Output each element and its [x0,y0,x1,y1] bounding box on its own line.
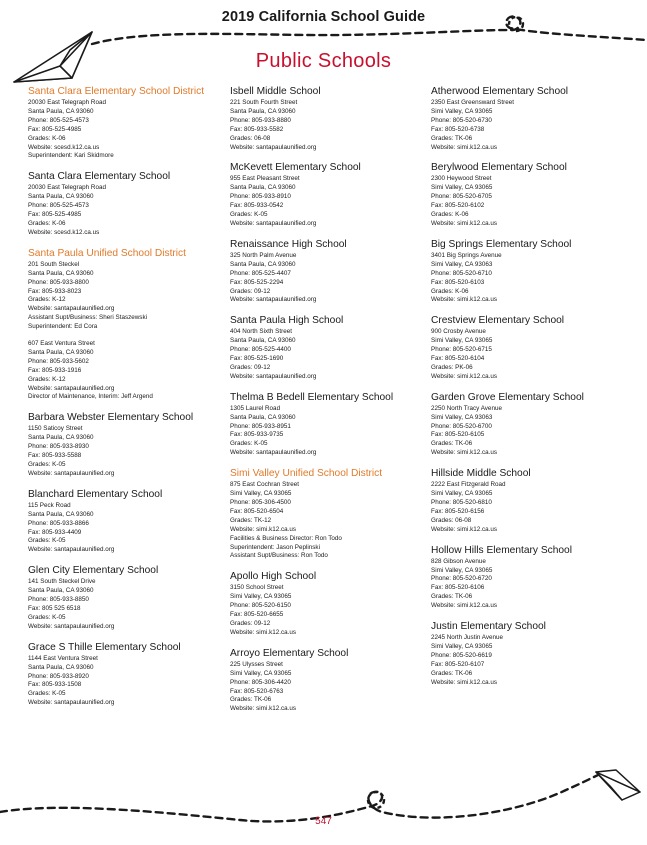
listing-detail-line: Fax: 805-933-8023 [28,287,82,295]
school-listing [431,545,629,611]
listing-detail-line: Website: santapaulaunified.org [230,143,317,151]
listing-detail-line: 1144 East Ventura Street [28,654,98,662]
listing-detail-line: Santa Paula, CA 93060 [28,434,94,442]
listing-detail-line: 1150 Saticoy Street [28,425,83,433]
school-listing [28,489,226,555]
district-name: Santa Clara Elementary School District [28,86,205,97]
listing-detail-line: 225 Ulysses Street [230,660,283,668]
listing-detail-line: Fax: 805-525-1690 [230,355,284,363]
listing-detail-line: Fax: 805-520-6107 [431,660,485,668]
listing-detail-line: 955 East Pleasant Street [230,175,300,183]
listing-detail-line: Grades: K-06 [28,134,66,142]
listing-detail-line: Grades: K-06 [28,219,66,227]
listing-detail-line: Phone: 805-933-8951 [230,422,291,430]
listing-column-2 [230,86,428,724]
school-name: Big Springs Elementary School [431,238,572,250]
school-listing [230,162,428,228]
district-listing [230,468,428,561]
school-listing [230,648,428,714]
listing-detail-line: Superintendent: Jason Peplinski [230,543,320,551]
listing-detail-line: Website: scesd.k12.ca.us [28,143,100,151]
listing-detail-line: Grades: K-05 [28,461,66,468]
listing-detail-line: Santa Paula, CA 93060 [28,587,94,595]
listing-detail-line: Fax: 805-520-6103 [431,278,485,286]
listing-detail-line: 875 East Cochran Street [230,481,299,489]
listing-detail-line: Phone: 805-520-6720 [431,575,492,583]
listing-detail-line: 115 Peck Road [28,501,71,509]
school-name: Justin Elementary School [431,621,546,633]
listing-detail-line: Website: santapaulaunified.org [230,449,317,457]
district-name: Simi Valley Unified School District [230,468,383,480]
district-listing [28,86,226,161]
listing-detail-line: Website: simi.k12.ca.us [230,628,297,636]
listing-detail-line: Website: simi.k12.ca.us [431,296,498,304]
page-number: 547 [315,816,332,827]
listing-detail-line: Website: simi.k12.ca.us [431,143,498,151]
listing-detail-line: 20030 East Telegraph Road [28,99,106,106]
listing-detail-line: 20030 East Telegraph Road [28,184,106,192]
listing-detail-line: Santa Paula, CA 93060 [230,107,296,115]
school-listing [230,392,428,458]
listing-detail-line: Superintendent: Kari Skidmore [28,152,114,160]
school-listing [28,171,226,237]
listing-detail-line: Grades: TK-06 [431,440,473,448]
school-name: Barbara Webster Elementary School [28,412,194,424]
listing-detail-line: Phone: 805-525-4407 [230,269,291,277]
listing-detail-line: Grades: K-05 [28,690,66,698]
section-title: Public Schools [255,50,392,72]
listing-detail-line: Grades: K-05 [28,613,66,621]
listing-detail-line: Phone: 805-933-8930 [28,443,89,451]
listing-detail-line: Website: santapaulaunified.org [28,469,115,477]
listing-detail-line: 2222 East Fitzgerald Road [431,481,506,489]
listing-detail-line: Santa Paula, CA 93060 [230,184,296,192]
listing-detail-line: Phone: 805-520-6700 [431,422,492,430]
listing-detail-line: Simi Valley, CA 93063 [431,413,493,421]
listing-detail-line: Website: simi.k12.ca.us [431,449,498,457]
listing-detail-line: Grades: TK-06 [431,134,473,142]
listing-detail-line: 607 East Ventura Street [28,340,95,348]
listing-detail-line: 201 South Steckel [28,260,80,268]
listing-detail-line: Simi Valley, CA 93065 [230,669,292,677]
listing-detail-line: Superintendent: Ed Cora [28,323,98,331]
listing-detail-line: Grades: K-05 [28,537,66,545]
school-listing [230,315,428,381]
listing-detail-line: Fax: 805-525-4985 [28,211,82,219]
listing-detail-line: Santa Paula, CA 93060 [28,348,94,356]
listing-detail-line: Fax: 805-525-2294 [230,278,284,286]
listing-detail-line: Website: simi.k12.ca.us [431,372,498,380]
school-listing [431,162,629,228]
listing-detail-line: Santa Paula, CA 93060 [28,193,94,201]
school-listing [431,392,629,458]
listing-detail-line: Simi Valley, CA 93063 [431,260,493,268]
school-listing [28,565,226,631]
listing-detail-line: Website: santapaulaunified.org [28,622,115,630]
school-listing [230,571,428,637]
listing-detail-line: Assistant Supt/Business: Ron Todo [230,552,328,560]
listing-detail-line: Simi Valley, CA 93065 [431,566,493,574]
listing-detail-line: Phone: 805-520-6705 [431,193,492,201]
listing-detail-line: Grades: K-05 [230,440,268,448]
school-name: Berylwood Elementary School [431,162,567,174]
listing-detail-line: 2300 Heywood Street [431,175,492,183]
listing-detail-line: Phone: 805-933-8880 [230,116,291,124]
listing-detail-line: Phone: 805-520-6619 [431,651,492,659]
listing-detail-line: Phone: 805-525-4573 [28,116,89,124]
listing-detail-line: Grades: 09-12 [230,363,271,371]
listing-detail-line: Fax: 805-520-6105 [431,431,485,439]
listing-detail-line: Simi Valley, CA 93065 [431,490,493,498]
listing-detail-line: Facilities & Business Director: Ron Todo [230,534,342,542]
school-name: Blanchard Elementary School [28,488,163,500]
listing-detail-line: Fax: 805-933-1508 [28,681,82,689]
listing-detail-line: Phone: 805-520-6730 [431,116,492,124]
listing-detail-line: Website: santapaulaunified.org [230,296,317,304]
listing-detail-line: Grades: TK-12 [230,516,272,524]
school-name: Hillside Middle School [431,468,531,480]
listing-detail-line: Phone: 805-306-4420 [230,678,291,686]
school-name: Renaissance High School [230,238,347,250]
listing-detail-line: Grades: K-05 [230,211,268,219]
school-listing [230,239,428,305]
listing-detail-line: Website: simi.k12.ca.us [431,678,498,686]
listing-detail-line: Fax: 805-520-6738 [431,125,485,133]
listing-detail-line: Website: santapaulaunified.org [230,372,317,380]
school-name: Apollo High School [230,571,317,583]
school-listing [431,86,629,152]
school-name: Santa Clara Elementary School [28,171,171,183]
listing-detail-line: Phone: 805-933-8910 [230,193,291,201]
listing-detail-line: 141 South Steckel Drive [28,578,96,586]
listing-detail-line: Grades: K-06 [431,211,469,219]
listing-detail-line: Website: santapaulaunified.org [28,305,115,313]
listing-detail-line: Website: santapaulaunified.org [230,219,317,227]
listing-detail-line: Simi Valley, CA 93065 [230,490,292,498]
listing-detail-line: Fax: 805-933-4409 [28,528,82,536]
listing-detail-line: 3150 School Street [230,584,284,592]
listing-detail-line: 3401 Big Springs Avenue [431,251,502,259]
school-name: Grace S Thille Elementary School [28,641,181,653]
listing-detail-line: 1305 Laurel Road [230,404,281,412]
listing-detail-line: Grades: 09-12 [230,287,271,295]
listing-detail-line: Santa Paula, CA 93060 [28,663,94,671]
listing-detail-line: Phone: 805-520-6150 [230,602,291,610]
school-listing [431,239,629,305]
listing-detail-line: 404 North Sixth Street [230,328,292,336]
paper-airplane-bottom-right-icon [596,770,640,800]
district-name: Santa Paula Unified School District [28,247,186,259]
listing-detail-line: Phone: 805-933-8920 [28,672,89,680]
listing-detail-line: Phone: 805-933-8866 [28,519,89,527]
listing-detail-line: Grades: 09-12 [230,619,271,627]
listing-detail-line: Fax: 805 525 6518 [28,604,81,612]
listing-detail-line: Grades: K-06 [431,287,469,295]
school-listing [28,412,226,478]
listing-detail-line: Phone: 805-933-8800 [28,278,89,286]
listing-detail-line: Santa Paula, CA 93060 [28,269,94,277]
listing-detail-line: Grades: K-12 [28,375,66,383]
listing-detail-line: Grades: K-12 [28,296,66,304]
listing-column-1 [28,86,226,718]
address-block-gap [28,332,226,340]
school-name: McKevett Elementary School [230,162,361,174]
school-name: Hollow Hills Elementary School [431,544,572,556]
listing-detail-line: Fax: 805-520-6156 [431,507,485,515]
listing-detail-line: Grades: 06-08 [431,516,472,524]
school-name: Isbell Middle School [230,86,321,97]
listing-detail-line: Fax: 805-933-0542 [230,202,284,210]
listing-detail-line: Phone: 805-520-6810 [431,499,492,506]
school-listing [431,468,629,534]
listing-detail-line: Phone: 805-525-4400 [230,346,291,354]
listing-detail-line: 221 South Fourth Street [230,99,298,106]
guide-title: 2019 California School Guide [221,9,426,25]
listing-detail-line: Simi Valley, CA 93065 [230,593,292,601]
listing-detail-line: 828 Gibson Avenue [431,557,486,565]
listing-detail-line: Fax: 805-933-5582 [230,125,284,133]
listing-detail-line: Fax: 805-520-6102 [431,202,485,210]
listing-detail-line: Fax: 805-520-6655 [230,611,284,619]
listing-detail-line: Phone: 805-933-8850 [28,596,89,604]
listing-detail-line: Website: simi.k12.ca.us [230,705,297,713]
listing-detail-line: Simi Valley, CA 93065 [431,642,493,650]
listing-detail-line: Fax: 805-520-6104 [431,355,485,363]
listing-detail-line: Simi Valley, CA 93065 [431,107,493,115]
bottom-loop-circle [368,792,384,808]
listing-detail-line: Simi Valley, CA 93065 [431,337,493,345]
listing-detail-line: Santa Paula, CA 93060 [230,260,296,268]
listing-detail-line: Santa Paula, CA 93060 [28,107,94,115]
listing-detail-line: Fax: 805-520-6106 [431,584,485,592]
listing-detail-line: Website: simi.k12.ca.us [431,525,498,533]
listing-detail-line: Website: simi.k12.ca.us [230,525,297,533]
bottom-flight-path [0,772,604,821]
listing-detail-line: Santa Paula, CA 93060 [230,337,296,345]
listing-column-3 [431,86,629,698]
listing-detail-line: Phone: 805-525-4573 [28,202,89,210]
listing-detail-line: Grades: TK-06 [230,696,272,704]
listing-detail-line: Website: simi.k12.ca.us [431,219,498,227]
listing-detail-line: Grades: TK-06 [431,593,473,601]
school-name: Santa Paula High School [230,315,344,327]
listing-detail-line: Grades: 06-08 [230,134,271,142]
listing-detail-line: Assistant Supt/Business: Sheri Staszewski [28,314,147,322]
listing-detail-line: Phone: 805-520-6710 [431,269,492,277]
school-name: Atherwood Elementary School [431,86,569,97]
school-listing [431,621,629,687]
school-name: Arroyo Elementary School [230,647,349,659]
listing-detail-line: Phone: 805-520-6715 [431,346,492,354]
listing-detail-line: Phone: 805-933-5602 [28,357,89,365]
listing-detail-line: 2350 East Greensward Street [431,99,514,106]
listing-detail-line: Fax: 805-525-4985 [28,125,82,133]
listing-detail-line: Simi Valley, CA 93065 [431,184,493,192]
listing-detail-line: Grades: TK-06 [431,669,473,677]
school-name: Thelma B Bedell Elementary School [230,391,394,403]
listing-detail-line: Website: santapaulaunified.org [28,546,115,554]
school-listing [230,86,428,152]
listing-detail-line: Grades: PK-06 [431,363,473,371]
listing-detail-line: Website: simi.k12.ca.us [431,602,498,610]
listing-detail-line: Fax: 805-520-6504 [230,507,284,515]
district-listing [28,248,226,403]
listing-detail-line: Director of Maintenance, Interim: Jeff Argend [28,393,153,401]
listing-detail-line: Fax: 805-933-5588 [28,452,82,460]
school-name: Crestview Elementary School [431,315,565,327]
listing-detail-line: Fax: 805-933-9735 [230,431,284,439]
listing-detail-line: 325 North Palm Avenue [230,251,297,259]
listing-detail-line: Website: santapaulaunified.org [28,384,115,392]
listing-detail-line: Website: santapaulaunified.org [28,699,115,707]
school-listing [431,315,629,381]
listing-detail-line: Fax: 805-933-1916 [28,366,82,374]
school-name: Garden Grove Elementary School [431,391,584,403]
school-name: Glen City Elementary School [28,565,159,577]
listing-detail-line: 2250 North Tracy Avenue [431,404,502,412]
listing-detail-line: Fax: 805-520-6763 [230,687,284,695]
listing-detail-line: 900 Crosby Avenue [431,328,486,336]
listing-detail-line: 2245 North Justin Avenue [431,634,503,642]
listing-detail-line: Website: scesd.k12.ca.us [28,228,100,236]
listing-detail-line: Santa Paula, CA 93060 [230,413,296,421]
listing-detail-line: Phone: 805-306-4500 [230,499,291,506]
school-listing [28,642,226,708]
listing-detail-line: Santa Paula, CA 93060 [28,510,94,518]
